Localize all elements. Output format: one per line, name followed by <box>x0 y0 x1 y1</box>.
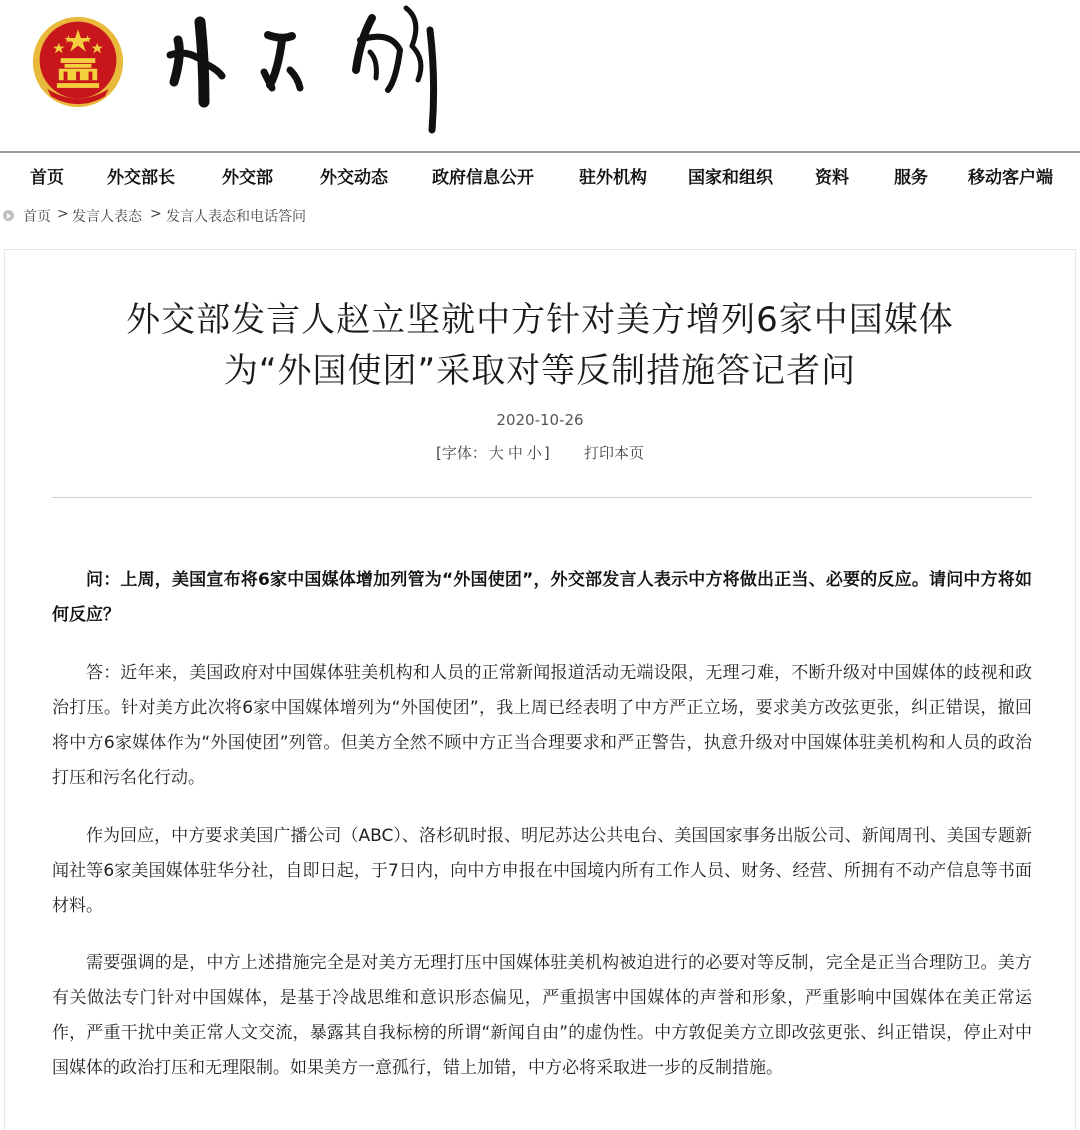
font-size-tools <box>436 442 550 463</box>
article-title-line-1: 外交部发言人赵立坚就中方针对美方增列6家中国媒体 <box>126 300 954 340</box>
breadcrumb-spokesperson[interactable]: 发言人表态 <box>72 209 142 225</box>
nav-mobile-client[interactable]: 移动客户端 <box>968 168 1053 188</box>
breadcrumb <box>0 204 1080 228</box>
nav-missions-abroad[interactable]: 驻外机构 <box>579 168 647 188</box>
nav-home[interactable]: 首页 <box>30 168 64 188</box>
ministry-calligraphy-logo[interactable] <box>160 0 460 140</box>
main-nav <box>0 153 1080 193</box>
nav-gov-info[interactable]: 政府信息公开 <box>432 168 534 188</box>
nav-ministry[interactable]: 外交部 <box>222 168 273 188</box>
answer-paragraph-2: 作为回应，中方要求美国广播公司（ABC）、洛杉矶时报、明尼苏达公共电台、美国国家事务出版公司、新闻周刊、美国专题新闻社等6家美国媒体驻华分社，自即日起，于7日内，向中方申报在中国境内所有工作人员、财务、经营、所拥有不动产信息等书面材料。 <box>52 826 1032 916</box>
site-header <box>0 0 1080 150</box>
nav-services[interactable]: 服务 <box>894 168 928 188</box>
font-size-label: [字体： <box>436 444 487 462</box>
national-emblem-icon[interactable] <box>30 14 126 110</box>
font-size-label-end: ] <box>543 444 550 462</box>
nav-resources[interactable]: 资料 <box>815 168 849 188</box>
article-title-line-2: 为“外国使团”采取对等反制措施答记者问 <box>223 351 857 391</box>
breadcrumb-separator: > <box>57 206 69 222</box>
answer-paragraph-1: 答：近年来，美国政府对中国媒体驻美机构和人员的正常新闻报道活动无端设限，无理刁难，不断升级对中国媒体的歧视和政治打压。针对美方此次将6家中国媒体增列为“外国使团”，我上周已经表明了中方严正立场，要求美方改弦更张，纠正错误，撤回将中方6家媒体作为“外国使团”列管。但美方全然不顾中方正当合理要求和严正警告，执意升级对中国媒体驻美机构和人员的政治打压和污名化行动。 <box>52 663 1032 788</box>
question-paragraph: 问：上周，美国宣布将6家中国媒体增加列管为“外国使团”，外交部发言人表示中方将做出正当、必要的反应。请问中方将如何反应？ <box>52 570 1032 625</box>
breadcrumb-separator: > <box>150 206 162 222</box>
breadcrumb-home[interactable]: 首页 <box>23 209 51 225</box>
font-size-large[interactable]: 大 <box>488 444 504 462</box>
article-date: 2020-10-26 <box>496 411 584 429</box>
breadcrumb-current[interactable]: 发言人表态和电话答问 <box>166 209 306 225</box>
print-page-link[interactable]: 打印本页 <box>584 444 645 462</box>
font-size-small[interactable]: 小 <box>526 444 542 462</box>
font-size-medium[interactable]: 中 <box>507 444 523 462</box>
breadcrumb-arrow-icon <box>3 210 14 221</box>
answer-paragraph-3: 需要强调的是，中方上述措施完全是对美方无理打压中国媒体驻美机构被迫进行的必要对等反制，完全是正当合理防卫。美方有关做法专门针对中国媒体，是基于冷战思维和意识形态偏见，严重损害中国媒体的声誉和形象，严重影响中国媒体在美正常运作，严重干扰中美正常人文交流，暴露其自我标榜的所谓“新闻自由”的虚伪性。中方敦促美方立即改弦更张、纠正错误，停止对中国媒体的政治打压和无理限制。如果美方一意孤行，错上加错，中方必将采取进一步的反制措施。 <box>52 953 1032 1078</box>
nav-diplomatic-news[interactable]: 外交动态 <box>320 168 388 188</box>
nav-minister[interactable]: 外交部长 <box>107 168 175 188</box>
nav-countries-orgs[interactable]: 国家和组织 <box>688 168 773 188</box>
article-divider <box>52 497 1032 498</box>
